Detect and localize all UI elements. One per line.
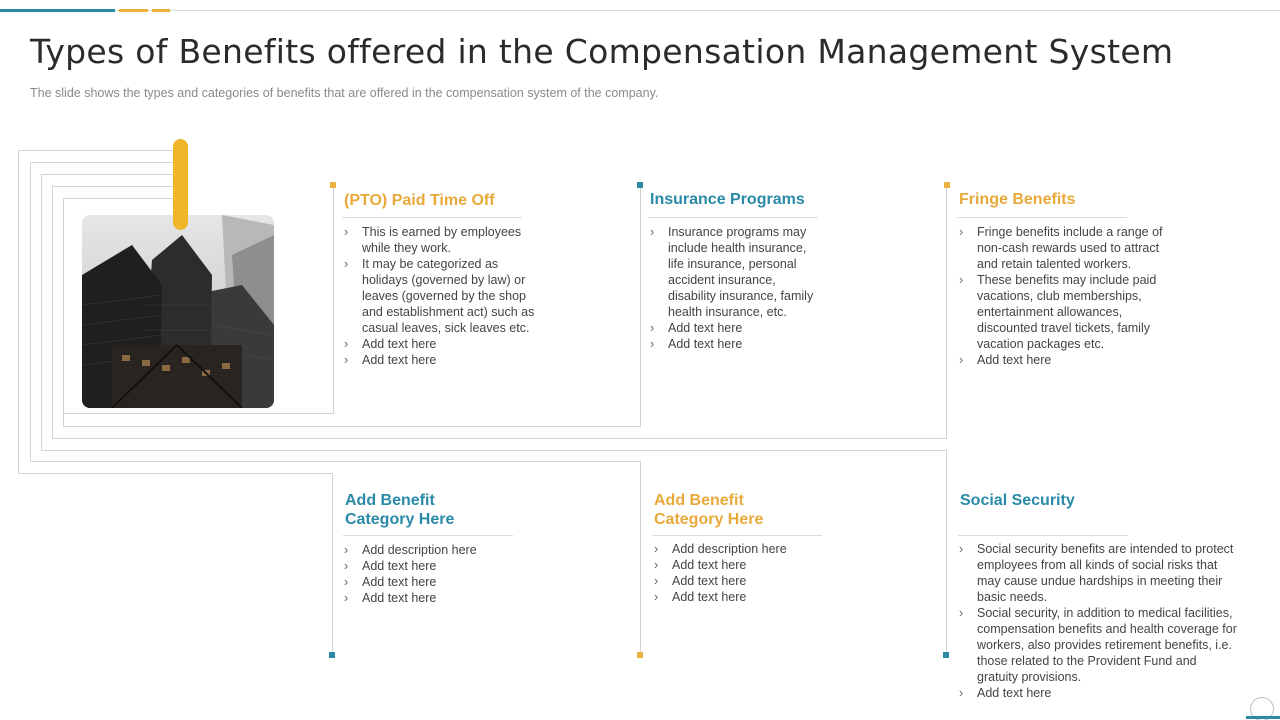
card-rule xyxy=(342,217,522,218)
card-title-pto: (PTO) Paid Time Off xyxy=(344,192,495,209)
card-title-insurance: Insurance Programs xyxy=(650,191,805,208)
card-rule xyxy=(957,217,1127,218)
card-list-add-benefit-2 xyxy=(654,541,904,605)
photo-pin xyxy=(173,139,188,230)
list-item: › Add text here xyxy=(959,685,1274,701)
list-item: › Add text here xyxy=(344,558,594,574)
list-item: › Add text here xyxy=(344,352,594,368)
card-title-social-security: Social Security xyxy=(960,492,1075,509)
list-item: › Add description here xyxy=(654,541,904,557)
list-item: › These benefits may include paid vacations, club memberships, entertainment allowances, discounted travel tickets, family vacation packages etc. xyxy=(959,272,1239,352)
list-item: › Add description here xyxy=(344,542,594,558)
card-list-social-security xyxy=(959,541,1274,701)
list-item: › Insurance programs may include health insurance, life insurance, personal accident insurance, disability insurance, family health insurance, etc. xyxy=(650,224,900,320)
list-item: › Add text here xyxy=(654,589,904,605)
connector-dot xyxy=(330,182,336,188)
card-list-insurance xyxy=(650,224,900,352)
list-item: › Add text here xyxy=(344,336,594,352)
card-title-add-benefit-2: Add Benefit Category Here xyxy=(654,492,764,528)
page-title: Types of Benefits offered in the Compensation Management System xyxy=(30,32,1174,71)
connector-dot xyxy=(637,182,643,188)
list-item: › Add text here xyxy=(654,573,904,589)
card-list-add-benefit-1 xyxy=(344,542,594,606)
card-title-add-benefit-1: Add Benefit Category Here xyxy=(345,492,455,528)
top-accent-gold xyxy=(119,9,148,12)
corner-accent-line xyxy=(1246,716,1280,719)
list-item: › This is earned by employees while they work. xyxy=(344,224,594,256)
connector-dot xyxy=(944,182,950,188)
top-accent-blue xyxy=(0,9,115,12)
list-item: › Add text here xyxy=(959,352,1239,368)
list-item: › Add text here xyxy=(344,590,594,606)
connector-dot xyxy=(329,652,335,658)
top-accent-gold-small xyxy=(152,9,170,12)
card-rule xyxy=(652,535,822,536)
page-subtitle: The slide shows the types and categories of benefits that are offered in the compensation system of the company. xyxy=(30,86,659,100)
list-item: › Fringe benefits include a range of non-cash rewards used to attract and retain talented workers. xyxy=(959,224,1239,272)
card-rule xyxy=(343,535,513,536)
card-title-fringe: Fringe Benefits xyxy=(959,191,1076,208)
card-rule xyxy=(958,535,1128,536)
skyscrapers-photo xyxy=(82,215,274,408)
connector-dot xyxy=(637,652,643,658)
card-list-pto xyxy=(344,224,594,368)
card-list-fringe xyxy=(959,224,1239,368)
card-rule xyxy=(648,217,818,218)
list-item: › Social security benefits are intended to protect employees from all kinds of social risks that may cause undue hardships in meeting their basic needs. xyxy=(959,541,1274,605)
connector-dot xyxy=(943,652,949,658)
list-item: › Add text here xyxy=(650,320,900,336)
list-item: › Social security, in addition to medical facilities, compensation benefits and health coverage for workers, also provides retirement benefits, i.e. those related to the Provident Fund and gratuity provisions. xyxy=(959,605,1274,685)
list-item: › Add text here xyxy=(654,557,904,573)
list-item: › It may be categorized as holidays (governed by law) or leaves (governed by the shop and establishment act) such as casual leaves, sick leaves etc. xyxy=(344,256,594,336)
list-item: › Add text here xyxy=(650,336,900,352)
top-divider xyxy=(0,10,1280,11)
list-item: › Add text here xyxy=(344,574,594,590)
